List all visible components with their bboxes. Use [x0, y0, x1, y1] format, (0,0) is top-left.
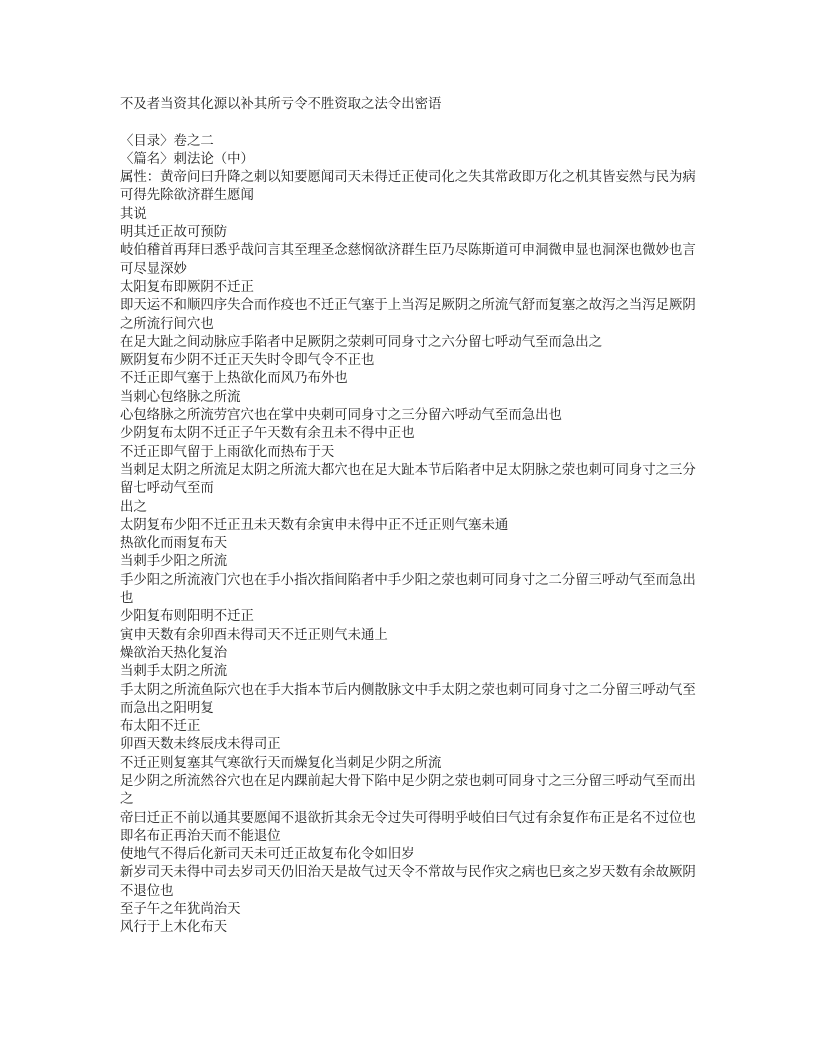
text-line: 使地气不得后化新司天未可迁正故复布化令如旧岁	[120, 847, 415, 863]
text-line: 至子午之年犹尚治天	[120, 902, 241, 918]
text-line: 新岁司天未得中司去岁司天仍旧治天是故气过天令不常故与民作灾之病也巳亥之岁天数有余故厥阴不退位也	[120, 865, 696, 899]
text-line: 即天运不和顺四序失合而作疫也不迁正气塞于上当泻足厥阴之所流气舒而复塞之故泻之当泻足厥阴之所流行间穴也	[120, 298, 696, 332]
text-line: 手太阴之所流鱼际穴也在手大指本节后内侧散脉文中手太阴之荥也刺可同身寸之二分留三呼动气至而急出之阳明复	[120, 682, 696, 716]
text-line: 太阴复布少阳不迁正丑未天数有余寅申未得中正不迁正则气塞未通	[120, 517, 509, 533]
text-line: 其说	[120, 206, 147, 222]
text-line: 当刺足太阴之所流足太阴之所流大都穴也在足大趾本节后陷者中足太阴脉之荥也刺可同身寸之三分留七呼动气至而	[120, 462, 696, 497]
text-line: 厥阴复布少阴不迁正天失时令即气令不正也	[120, 353, 375, 369]
text-line: 岐伯稽首再拜曰悉乎哉问言其至理圣念慈悯欲济群生臣乃尽陈斯道可申洞微申显也洞深也微妙也言可尽显深妙	[120, 243, 696, 277]
text-line: 在足大趾之间动脉应手陷者中足厥阴之荥刺可同身寸之六分留七呼动气至而急出之	[120, 334, 603, 350]
text-line: 手少阳之所流液门穴也在手小指次指间陷者中手少阳之荥也刺可同身寸之二分留三呼动气至而急出也	[120, 572, 696, 607]
text-line: 足少阴之所流然谷穴也在足内踝前起大骨下陷中足少阴之荥也刺可同身寸之三分留三呼动气至而出之	[120, 773, 696, 808]
intro-line: 不及者当资其化源以补其所亏令不胜资取之法令出密语	[120, 97, 442, 112]
text-line: 不迁正则复塞其气寒欲行天而燥复化当刺足少阴之所流	[120, 755, 442, 771]
text-line: 卯酉天数未终辰戌未得司正	[120, 737, 281, 753]
catalog-line: 〈目录〉卷之二	[120, 133, 214, 149]
text-line: 燥欲治天热化复治	[120, 645, 228, 661]
text-line: 即名布正再治天而不能退位	[120, 828, 281, 844]
text-line: 明其迁正故可预防	[120, 225, 228, 241]
text-line: 属性：黄帝问曰升降之刺以知要愿闻司天未得迁正使司化之失其常政即万化之机其皆妄然与民为病可得先除欲济群生愿闻	[120, 170, 696, 204]
text-line: 风行于上木化布天	[120, 920, 228, 936]
text-line: 不迁正即气留于上雨欲化而热布于天	[120, 444, 335, 460]
text-line: 寅申天数有余卯酉未得司天不迁正则气未通上	[120, 627, 388, 643]
text-line: 当刺手少阳之所流	[120, 554, 228, 570]
text-line: 布太阳不迁正	[120, 719, 201, 735]
chapter-title-line: 〈篇名〉刺法论（中）	[120, 151, 254, 167]
text-line: 热欲化而雨复布天	[120, 536, 228, 552]
text-line: 少阴复布太阴不迁正子午天数有余丑未不得中正也	[120, 426, 415, 442]
blank-line	[120, 114, 700, 132]
text-line: 心包络脉之所流劳宫穴也在掌中央刺可同身寸之三分留六呼动气至而急出也	[120, 408, 562, 424]
text-line: 当刺手太阴之所流	[120, 664, 228, 680]
document-body	[120, 133, 700, 938]
text-line: 不迁正即气塞于上热欲化而风乃布外也	[120, 371, 348, 387]
document-page	[120, 96, 700, 938]
text-line: 帝曰迁正不前以通其要愿闻不退欲折其余无令过失可得明乎岐伯曰气过有余复作布正是名不过位也	[120, 810, 696, 826]
text-line: 少阳复布则阳明不迁正	[120, 609, 254, 625]
text-line: 出之	[120, 499, 147, 515]
text-line: 太阳复布即厥阴不迁正	[120, 279, 254, 295]
text-line: 当刺心包络脉之所流	[120, 389, 241, 405]
